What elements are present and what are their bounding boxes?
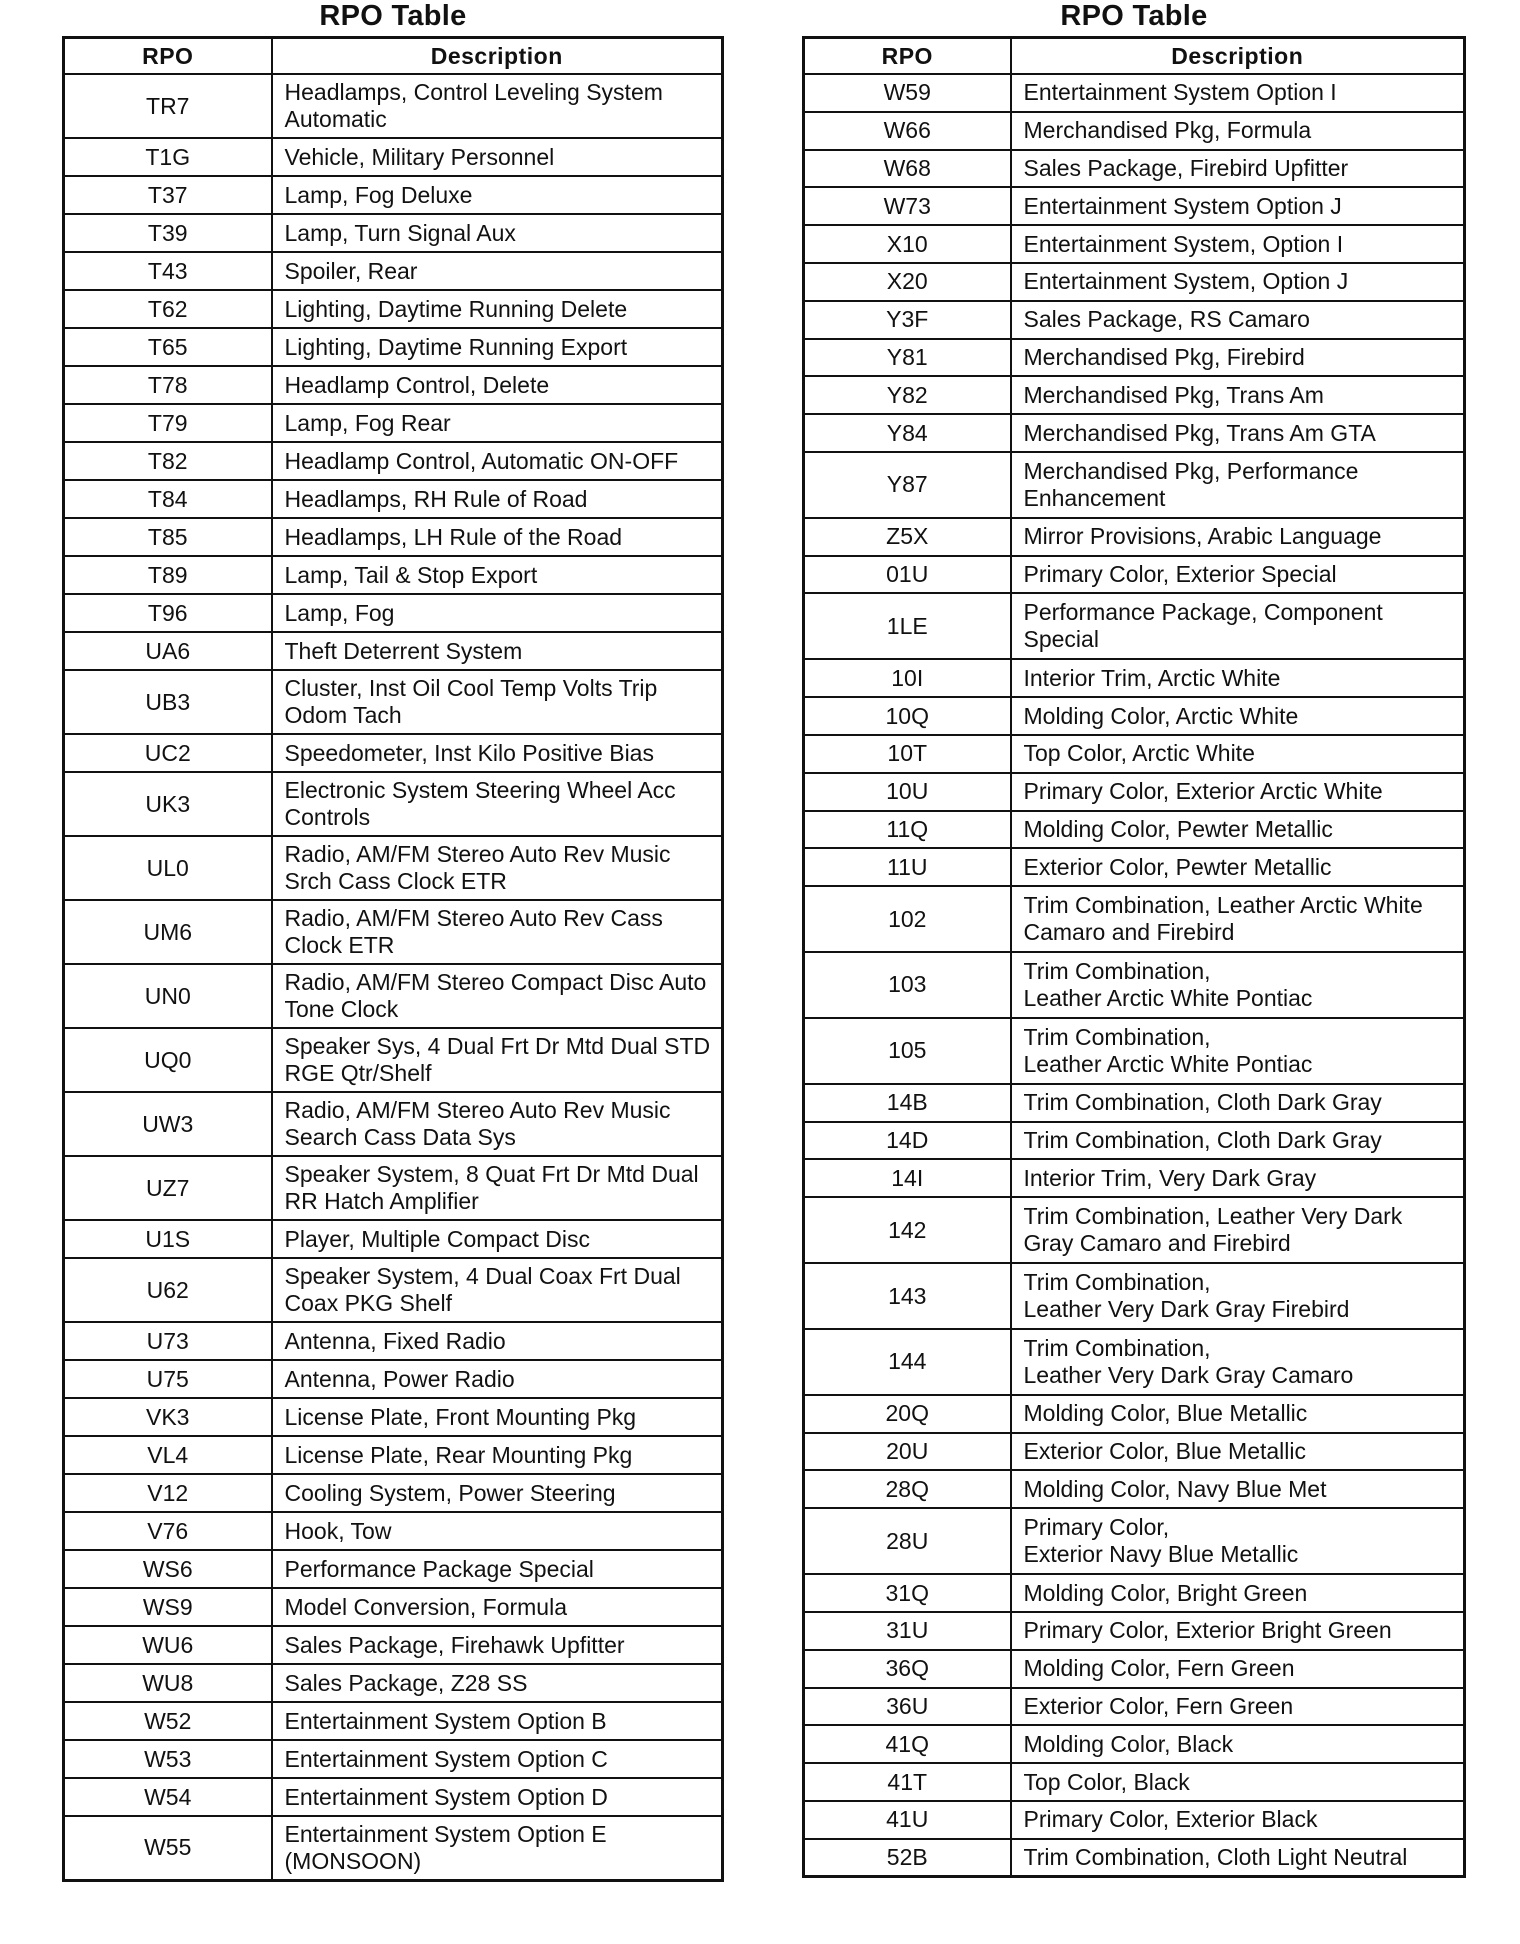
table-row (804, 225, 1465, 263)
table-row (804, 1801, 1465, 1839)
table-row (804, 1433, 1465, 1471)
table-row (64, 328, 723, 366)
description-cell: Lamp, Tail & Stop Export (272, 556, 723, 594)
description-cell: Exterior Color, Blue Metallic (1011, 1433, 1465, 1471)
table-row (804, 1263, 1465, 1329)
table-row (64, 1778, 723, 1816)
rpo-code-cell: X20 (804, 263, 1011, 301)
description-cell: Molding Color, Fern Green (1011, 1650, 1465, 1688)
rpo-code-cell: T62 (64, 290, 272, 328)
table-row (804, 1839, 1465, 1877)
rpo-code-cell: VL4 (64, 1436, 272, 1474)
description-cell: Hook, Tow (272, 1512, 723, 1550)
table-row (804, 1470, 1465, 1508)
rpo-code-cell: 11Q (804, 811, 1011, 849)
table-row (804, 1018, 1465, 1084)
rpo-code-cell: U73 (64, 1322, 272, 1360)
description-cell: Entertainment System Option I (1011, 74, 1465, 112)
description-cell: Entertainment System Option D (272, 1778, 723, 1816)
table-row (64, 1512, 723, 1550)
table-row (64, 74, 723, 138)
description-cell: Lamp, Fog (272, 594, 723, 632)
rpo-code-cell: WS9 (64, 1588, 272, 1626)
rpo-code-cell: 10I (804, 659, 1011, 697)
table-row (64, 900, 723, 964)
description-cell: Trim Combination, Leather Very Dark Gray Camaro (1011, 1329, 1465, 1395)
description-cell: Headlamps, RH Rule of Road (272, 480, 723, 518)
rpo-code-cell: UW3 (64, 1092, 272, 1156)
description-cell: Speaker Sys, 4 Dual Frt Dr Mtd Dual STD RGE Qtr/Shelf (272, 1028, 723, 1092)
description-cell: Entertainment System, Option I (1011, 225, 1465, 263)
rpo-code-cell: 1LE (804, 593, 1011, 659)
description-cell: Radio, AM/FM Stereo Auto Rev Music Search Cass Data Sys (272, 1092, 723, 1156)
table-row (804, 659, 1465, 697)
table-row (64, 1028, 723, 1092)
rpo-code-cell: Y82 (804, 376, 1011, 414)
table-header-row (64, 38, 723, 75)
rpo-code-cell: UQ0 (64, 1028, 272, 1092)
table-row (804, 886, 1465, 952)
rpo-code-cell: 52B (804, 1839, 1011, 1877)
rpo-code-cell: 103 (804, 952, 1011, 1018)
description-cell: Radio, AM/FM Stereo Compact Disc Auto Tone Clock (272, 964, 723, 1028)
rpo-code-cell: T84 (64, 480, 272, 518)
rpo-code-cell: 102 (804, 886, 1011, 952)
rpo-code-cell: T85 (64, 518, 272, 556)
description-cell: Top Color, Arctic White (1011, 735, 1465, 773)
rpo-code-cell: UM6 (64, 900, 272, 964)
description-cell: Molding Color, Navy Blue Met (1011, 1470, 1465, 1508)
description-cell: Trim Combination, Cloth Light Neutral (1011, 1839, 1465, 1877)
rpo-code-cell: Y87 (804, 452, 1011, 518)
table-row (64, 632, 723, 670)
table-row (64, 1816, 723, 1880)
table-row (804, 1395, 1465, 1433)
description-cell: Trim Combination, Leather Arctic White Pontiac (1011, 952, 1465, 1018)
rpo-code-cell: 144 (804, 1329, 1011, 1395)
description-cell: Molding Color, Arctic White (1011, 697, 1465, 735)
description-cell: Spoiler, Rear (272, 252, 723, 290)
description-cell: Entertainment System Option C (272, 1740, 723, 1778)
table-row (64, 290, 723, 328)
rpo-code-cell: W54 (64, 1778, 272, 1816)
description-cell: Primary Color, Exterior Arctic White (1011, 773, 1465, 811)
description-cell: Lamp, Fog Rear (272, 404, 723, 442)
table-row (804, 112, 1465, 150)
table-row (804, 263, 1465, 301)
rpo-code-cell: U62 (64, 1258, 272, 1322)
rpo-code-cell: UL0 (64, 836, 272, 900)
description-cell: Primary Color, Exterior Special (1011, 556, 1465, 594)
table-row (64, 480, 723, 518)
description-cell: Antenna, Power Radio (272, 1360, 723, 1398)
table-row (64, 1626, 723, 1664)
description-cell: Headlamp Control, Automatic ON-OFF (272, 442, 723, 480)
table-row (64, 734, 723, 772)
rpo-code-cell: T65 (64, 328, 272, 366)
description-cell: Primary Color, Exterior Navy Blue Metallic (1011, 1508, 1465, 1574)
description-cell: Top Color, Black (1011, 1763, 1465, 1801)
description-cell: Lighting, Daytime Running Delete (272, 290, 723, 328)
table-row (64, 836, 723, 900)
rpo-code-cell: 10T (804, 735, 1011, 773)
rpo-code-cell: 28U (804, 1508, 1011, 1574)
table-row (804, 150, 1465, 188)
rpo-code-cell: UC2 (64, 734, 272, 772)
description-cell: Cluster, Inst Oil Cool Temp Volts Trip Odom Tach (272, 670, 723, 734)
rpo-code-cell: UN0 (64, 964, 272, 1028)
rpo-code-cell: V76 (64, 1512, 272, 1550)
description-cell: Interior Trim, Arctic White (1011, 659, 1465, 697)
table-row (64, 772, 723, 836)
table-row (804, 376, 1465, 414)
rpo-code-cell: T89 (64, 556, 272, 594)
description-cell: Molding Color, Blue Metallic (1011, 1395, 1465, 1433)
rpo-code-cell: 20Q (804, 1395, 1011, 1433)
table-row (64, 366, 723, 404)
table-row (804, 1122, 1465, 1160)
table-row (804, 74, 1465, 112)
description-cell: Entertainment System Option E (MONSOON) (272, 1816, 723, 1880)
table-row (804, 1574, 1465, 1612)
table-row (804, 556, 1465, 594)
table-row (804, 414, 1465, 452)
rpo-code-cell: 20U (804, 1433, 1011, 1471)
description-cell: Molding Color, Pewter Metallic (1011, 811, 1465, 849)
rpo-code-cell: X10 (804, 225, 1011, 263)
description-cell: Exterior Color, Pewter Metallic (1011, 848, 1465, 886)
table-row (64, 442, 723, 480)
table-row (64, 1740, 723, 1778)
rpo-code-cell: T1G (64, 138, 272, 176)
table-row (804, 697, 1465, 735)
description-cell: Molding Color, Black (1011, 1725, 1465, 1763)
table-row (64, 1588, 723, 1626)
description-cell: Trim Combination, Cloth Dark Gray (1011, 1084, 1465, 1122)
rpo-code-cell: 10U (804, 773, 1011, 811)
description-cell: Lamp, Fog Deluxe (272, 176, 723, 214)
table-row (64, 1220, 723, 1258)
rpo-code-cell: T79 (64, 404, 272, 442)
rpo-code-cell: 28Q (804, 1470, 1011, 1508)
table-row (64, 1360, 723, 1398)
table-row (64, 1550, 723, 1588)
rpo-code-cell: UZ7 (64, 1156, 272, 1220)
description-cell: Lamp, Turn Signal Aux (272, 214, 723, 252)
table-header-row (804, 38, 1465, 75)
table-row (804, 1197, 1465, 1263)
rpo-table-right-panel (802, 0, 1466, 1878)
table-row (804, 1612, 1465, 1650)
rpo-code-cell: W55 (64, 1816, 272, 1880)
rpo-code-cell: UA6 (64, 632, 272, 670)
table-row (64, 556, 723, 594)
rpo-code-cell: T82 (64, 442, 272, 480)
table-row (64, 404, 723, 442)
rpo-code-cell: Z5X (804, 518, 1011, 556)
rpo-code-cell: 36U (804, 1688, 1011, 1726)
description-cell: Cooling System, Power Steering (272, 1474, 723, 1512)
description-cell: Trim Combination, Leather Arctic White Pontiac (1011, 1018, 1465, 1084)
table-row (804, 1329, 1465, 1395)
table-row (804, 773, 1465, 811)
rpo-code-cell: 11U (804, 848, 1011, 886)
column-header-rpo: RPO (64, 38, 272, 75)
rpo-code-cell: T39 (64, 214, 272, 252)
table-row (804, 339, 1465, 377)
rpo-code-cell: T43 (64, 252, 272, 290)
table-row (804, 1159, 1465, 1197)
table-row (64, 1436, 723, 1474)
description-cell: Radio, AM/FM Stereo Auto Rev Music Srch Cass Clock ETR (272, 836, 723, 900)
table-title: RPO Table (1060, 0, 1208, 32)
table-row (64, 1702, 723, 1740)
table-row (64, 252, 723, 290)
rpo-code-cell: W68 (804, 150, 1011, 188)
rpo-code-cell: U75 (64, 1360, 272, 1398)
description-cell: Primary Color, Exterior Black (1011, 1801, 1465, 1839)
rpo-code-cell: 41T (804, 1763, 1011, 1801)
table-row (804, 452, 1465, 518)
description-cell: Trim Combination, Cloth Dark Gray (1011, 1122, 1465, 1160)
rpo-code-cell: 31Q (804, 1574, 1011, 1612)
description-cell: Molding Color, Bright Green (1011, 1574, 1465, 1612)
description-cell: Entertainment System Option B (272, 1702, 723, 1740)
rpo-code-cell: UB3 (64, 670, 272, 734)
description-cell: Headlamps, LH Rule of the Road (272, 518, 723, 556)
rpo-code-cell: 142 (804, 1197, 1011, 1263)
description-cell: Exterior Color, Fern Green (1011, 1688, 1465, 1726)
table-row (64, 1156, 723, 1220)
table-row (804, 301, 1465, 339)
table-row (804, 1650, 1465, 1688)
rpo-code-cell: 14D (804, 1122, 1011, 1160)
description-cell: Trim Combination, Leather Arctic White Camaro and Firebird (1011, 886, 1465, 952)
description-cell: Theft Deterrent System (272, 632, 723, 670)
description-cell: Merchandised Pkg, Trans Am GTA (1011, 414, 1465, 452)
rpo-table-left-panel (62, 0, 724, 1882)
table-row (64, 176, 723, 214)
description-cell: License Plate, Rear Mounting Pkg (272, 1436, 723, 1474)
rpo-code-cell: VK3 (64, 1398, 272, 1436)
table-row (804, 952, 1465, 1018)
description-cell: Speaker System, 4 Dual Coax Frt Dual Coax PKG Shelf (272, 1258, 723, 1322)
table-row (64, 964, 723, 1028)
rpo-code-cell: TR7 (64, 74, 272, 138)
table-row (64, 1664, 723, 1702)
rpo-code-cell: 36Q (804, 1650, 1011, 1688)
description-cell: Entertainment System Option J (1011, 187, 1465, 225)
rpo-table (802, 36, 1466, 1878)
rpo-code-cell: WU6 (64, 1626, 272, 1664)
column-header-description: Description (1011, 38, 1465, 75)
rpo-code-cell: WU8 (64, 1664, 272, 1702)
table-row (64, 1474, 723, 1512)
rpo-code-cell: 01U (804, 556, 1011, 594)
table-row (804, 593, 1465, 659)
description-cell: Sales Package, Firebird Upfitter (1011, 150, 1465, 188)
table-row (804, 1725, 1465, 1763)
description-cell: Headlamps, Control Leveling System Automatic (272, 74, 723, 138)
rpo-code-cell: 143 (804, 1263, 1011, 1329)
rpo-code-cell: UK3 (64, 772, 272, 836)
rpo-code-cell: 31U (804, 1612, 1011, 1650)
table-row (804, 1084, 1465, 1122)
table-row (804, 1763, 1465, 1801)
table-row (64, 1258, 723, 1322)
rpo-code-cell: T37 (64, 176, 272, 214)
description-cell: Trim Combination, Leather Very Dark Gray Camaro and Firebird (1011, 1197, 1465, 1263)
description-cell: License Plate, Front Mounting Pkg (272, 1398, 723, 1436)
table-title: RPO Table (319, 0, 467, 32)
table-row (804, 1688, 1465, 1726)
description-cell: Vehicle, Military Personnel (272, 138, 723, 176)
rpo-table (62, 36, 724, 1882)
table-row (64, 1092, 723, 1156)
table-row (64, 670, 723, 734)
rpo-code-cell: Y84 (804, 414, 1011, 452)
description-cell: Speedometer, Inst Kilo Positive Bias (272, 734, 723, 772)
description-cell: Entertainment System, Option J (1011, 263, 1465, 301)
table-row (64, 594, 723, 632)
description-cell: Lighting, Daytime Running Export (272, 328, 723, 366)
table-row (64, 214, 723, 252)
rpo-code-cell: W52 (64, 1702, 272, 1740)
column-header-description: Description (272, 38, 723, 75)
description-cell: Player, Multiple Compact Disc (272, 1220, 723, 1258)
table-row (64, 518, 723, 556)
table-row (804, 1508, 1465, 1574)
rpo-code-cell: WS6 (64, 1550, 272, 1588)
description-cell: Mirror Provisions, Arabic Language (1011, 518, 1465, 556)
table-row (64, 1322, 723, 1360)
rpo-code-cell: 14B (804, 1084, 1011, 1122)
description-cell: Performance Package Special (272, 1550, 723, 1588)
description-cell: Merchandised Pkg, Firebird (1011, 339, 1465, 377)
description-cell: Merchandised Pkg, Performance Enhancement (1011, 452, 1465, 518)
table-row (804, 187, 1465, 225)
description-cell: Interior Trim, Very Dark Gray (1011, 1159, 1465, 1197)
table-row (64, 138, 723, 176)
rpo-code-cell: 41Q (804, 1725, 1011, 1763)
description-cell: Electronic System Steering Wheel Acc Controls (272, 772, 723, 836)
table-row (804, 811, 1465, 849)
rpo-code-cell: W53 (64, 1740, 272, 1778)
column-header-rpo: RPO (804, 38, 1011, 75)
table-row (804, 735, 1465, 773)
description-cell: Sales Package, RS Camaro (1011, 301, 1465, 339)
rpo-code-cell: W73 (804, 187, 1011, 225)
rpo-code-cell: 41U (804, 1801, 1011, 1839)
description-cell: Sales Package, Firehawk Upfitter (272, 1626, 723, 1664)
rpo-code-cell: V12 (64, 1474, 272, 1512)
rpo-code-cell: W59 (804, 74, 1011, 112)
description-cell: Model Conversion, Formula (272, 1588, 723, 1626)
description-cell: Trim Combination, Leather Very Dark Gray Firebird (1011, 1263, 1465, 1329)
description-cell: Merchandised Pkg, Trans Am (1011, 376, 1465, 414)
table-row (804, 848, 1465, 886)
rpo-code-cell: Y3F (804, 301, 1011, 339)
rpo-code-cell: 105 (804, 1018, 1011, 1084)
rpo-code-cell: 14I (804, 1159, 1011, 1197)
rpo-code-cell: T96 (64, 594, 272, 632)
rpo-code-cell: T78 (64, 366, 272, 404)
table-row (804, 518, 1465, 556)
description-cell: Antenna, Fixed Radio (272, 1322, 723, 1360)
description-cell: Radio, AM/FM Stereo Auto Rev Cass Clock ETR (272, 900, 723, 964)
rpo-code-cell: 10Q (804, 697, 1011, 735)
description-cell: Performance Package, Component Special (1011, 593, 1465, 659)
rpo-code-cell: U1S (64, 1220, 272, 1258)
description-cell: Merchandised Pkg, Formula (1011, 112, 1465, 150)
rpo-code-cell: W66 (804, 112, 1011, 150)
description-cell: Sales Package, Z28 SS (272, 1664, 723, 1702)
description-cell: Headlamp Control, Delete (272, 366, 723, 404)
rpo-code-cell: Y81 (804, 339, 1011, 377)
description-cell: Speaker System, 8 Quat Frt Dr Mtd Dual RR Hatch Amplifier (272, 1156, 723, 1220)
table-row (64, 1398, 723, 1436)
description-cell: Primary Color, Exterior Bright Green (1011, 1612, 1465, 1650)
